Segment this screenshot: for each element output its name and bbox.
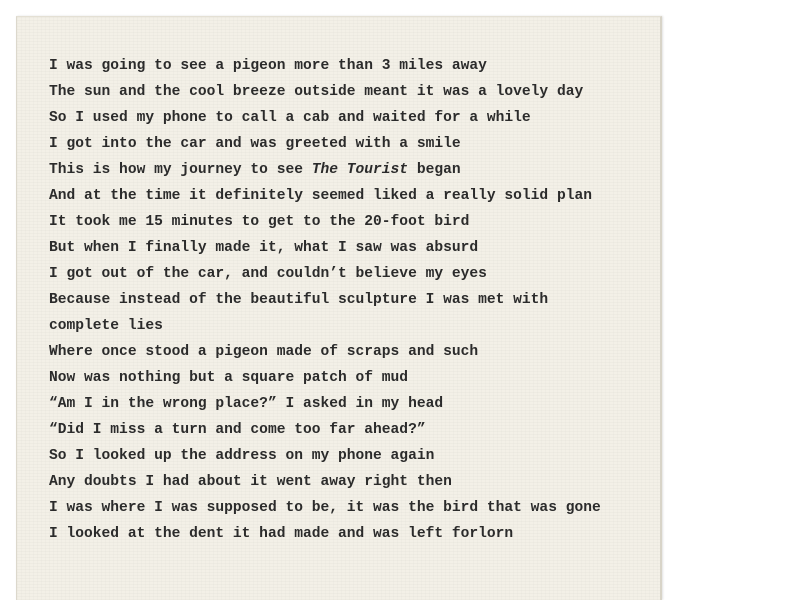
poem-line-5-end: began xyxy=(408,162,461,178)
poem-line-17: Any doubts I had about it went away right then xyxy=(49,474,452,490)
poem-line-13: Now was nothing but a square patch of mud xyxy=(49,370,409,386)
poem-line-12: Where once stood a pigeon made of scraps and such xyxy=(49,344,479,360)
poem-line-8: But when I finally made it, what I saw was absurd xyxy=(49,240,479,256)
poem-line-10: Because instead of the beautiful sculpture I was met with xyxy=(49,292,549,308)
poem-line-5-start: This is how my journey to see xyxy=(49,162,312,178)
poem-line-7: It took me 15 minutes to get to the 20-foot bird xyxy=(49,214,470,230)
poem-line-11: complete lies xyxy=(49,318,163,334)
poem-text xyxy=(49,57,601,551)
poem-line-14: “Am I in the wrong place?” I asked in my head xyxy=(49,396,444,412)
poem-line-2: The sun and the cool breeze outside meant it was a lovely day xyxy=(49,84,584,100)
poem-line-9: I got out of the car, and couldn’t believe my eyes xyxy=(49,266,487,282)
poem-title-reference: The Tourist xyxy=(311,162,409,178)
poem-line-15: “Did I miss a turn and come too far ahead?” xyxy=(49,422,426,438)
poem-line-1: I was going to see a pigeon more than 3 miles away xyxy=(49,58,487,74)
poem-line-4: I got into the car and was greeted with a smile xyxy=(49,136,461,152)
poem-line-19: I looked at the dent it had made and was left forlorn xyxy=(49,526,514,542)
poem-line-3: So I used my phone to call a cab and waited for a while xyxy=(49,110,531,126)
paper-page xyxy=(16,16,662,600)
poem-line-5 xyxy=(49,161,601,187)
poem-line-16: So I looked up the address on my phone again xyxy=(49,448,435,464)
poem-line-6: And at the time it definitely seemed liked a really solid plan xyxy=(49,188,592,204)
poem-line-18: I was where I was supposed to be, it was the bird that was gone xyxy=(49,500,601,516)
